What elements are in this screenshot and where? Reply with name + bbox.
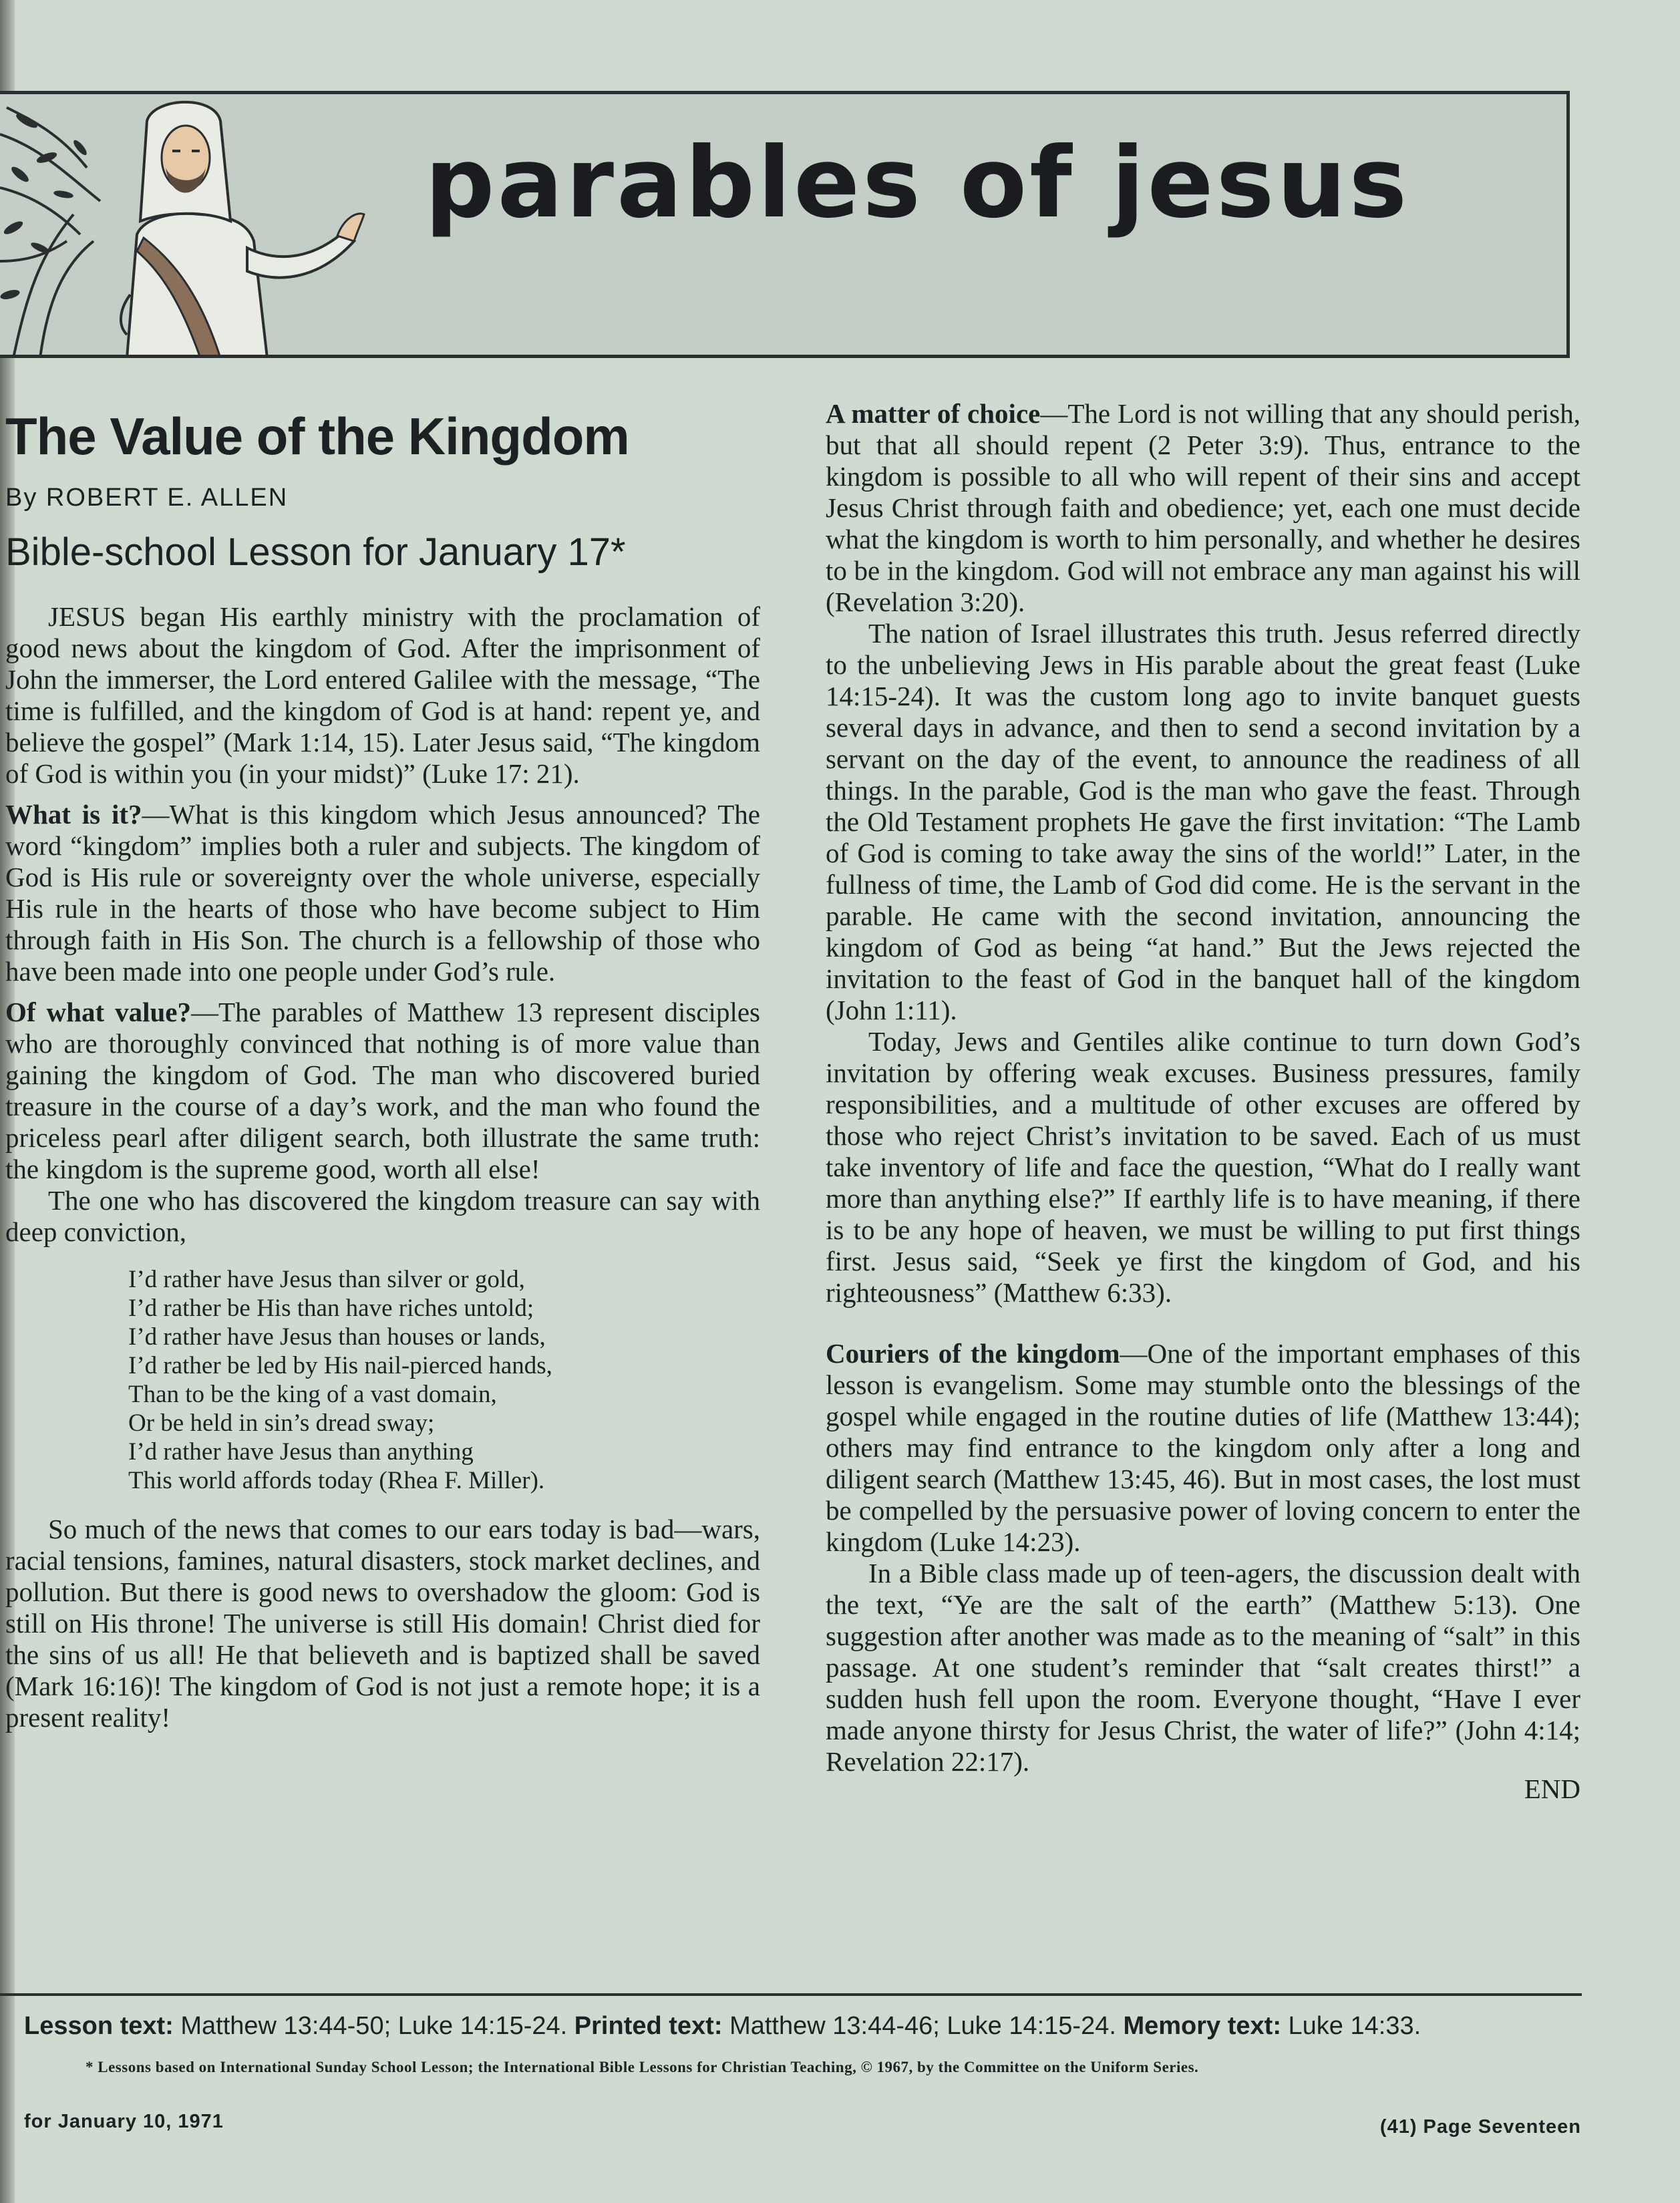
header-banner [0, 91, 1570, 358]
printed-text-label: Printed text: [574, 2012, 723, 2040]
section-heading: What is it? [5, 799, 142, 830]
lesson-date-heading: Bible-school Lesson for January 17* [5, 530, 626, 574]
poem-quote [128, 1265, 760, 1495]
page-number: (41) Page Seventeen [1379, 2116, 1581, 2138]
issue-date: for January 10, 1971 [24, 2111, 224, 2132]
paragraph: In a Bible class made up of teen-agers, the discussion dealt with the text, “Ye are the salt of the earth” (Matthew 5:13). One suggestion after another was made as to the meaning of “salt” in this passage. At one student’s reminder that “salt creates thirst!” a sudden hush fell upon the room. Everyone thought, “Have I ever made anyone thirsty for Jesus Christ, the water of life?” (John 4:14; Revelation 22:17). [826, 1558, 1580, 1777]
poem-line: Or be held in sin’s dread sway; [128, 1409, 435, 1437]
paragraph: So much of the news that comes to our ears today is bad—wars, racial tensions, famines, natural disasters, stock market declines, and pollution. But there is good news to overshadow the gloom: God is still on His throne! The universe is still His domain! Christ died for the sins of us all! He that believeth and is baptized shall be saved (Mark 16:16)! The kingdom of God is not just a remote hope; it is a present reality! [5, 1514, 760, 1733]
section-of-what-value [5, 997, 760, 1185]
left-column [5, 394, 760, 1733]
intro-paragraph: JESUS began His earthly ministry with the proclamation of good news about the kingdom of God. After the imprisonment of John the immerser, the Lord entered Galilee with the message, “The time is fulfilled, and the kingdom of God is at hand: repent ye, and believe the gospel” (Mark 1:14, 15). Later Jesus said, “The kingdom of God is within you (in your midst)” (Luke 17: 21). [5, 601, 760, 789]
section-body: —What is this kingdom which Jesus announced? The word “kingdom” implies both a ruler and subjects. The kingdom of God is His rule or sovereignty over the whole universe, especially His rule in the hearts of those who have become subject to Him through faith in His Son. The church is a fellowship of those who have been made into one people under God’s rule. [5, 799, 760, 987]
section-heading: Of what value? [5, 997, 192, 1027]
right-column [826, 398, 1580, 1805]
section-body: —The parables of Matthew 13 represent disciples who are thoroughly convinced that nothing is of more value than gaining the kingdom of God. The man who discovered buried treasure in the course of a day’s work, and the man who found the priceless pearl after diligent search, both illustrate the same truth: the kingdom is the supreme good, worth all else! [5, 997, 760, 1184]
poem-line: Than to be the king of a vast domain, [128, 1381, 497, 1408]
article-title: The Value of the Kingdom [5, 407, 629, 466]
poem-line: I’d rather have Jesus than silver or gold, [128, 1266, 525, 1293]
memory-text-label: Memory text: [1123, 2012, 1281, 2040]
poem-line: I’d rather have Jesus than anything [128, 1438, 474, 1466]
section-couriers-of-the-kingdom [826, 1338, 1580, 1558]
poem-line: I’d rather be led by His nail-pierced hands, [128, 1352, 552, 1379]
section-what-is-it [5, 799, 760, 987]
section-heading: A matter of choice [826, 398, 1041, 429]
footer-divider [0, 1993, 1582, 1996]
end-mark: END [1524, 1773, 1580, 1804]
paragraph: Today, Jews and Gentiles alike continue to turn down God’s invitation by offering weak excuses. Business pressures, family responsibilities, and a multitude of other excuses are offered by those who reject Christ’s invitation to be saved. Each of us must take inventory of life and face the question, “What do I really want more than anything else?” If earthly life is to have meaning, if there is to be any hope of heaven, we must be willing to put first things first. Jesus said, “Seek ye first the kingdom of God, and his righteousness” (Matthew 6:33). [826, 1026, 1580, 1308]
poem-line: This world affords today (Rhea F. Miller). [128, 1467, 545, 1494]
lesson-references [24, 2012, 1587, 2041]
spacer [826, 1309, 1580, 1338]
section-heading: Couriers of the kingdom [826, 1338, 1120, 1369]
paragraph: The nation of Israel illustrates this truth. Jesus referred directly to the unbelieving Jews in His parable about the great feast (Luke 14:15-24). It was the custom long ago to invite banquet guests several days in advance, and then to send a second invitation by a servant on the day of the event, to announce the readiness of all things. In the parable, God is the man who gave the feast. Through the Old Testament prophets He gave the first invitation: “The Lamb of God is coming to take away the sins of the world!” Later, in the fullness of time, the Lamb of God did come. He is the servant in the parable. He came with the second invitation, announcing the kingdom of God as being “at hand.” But the Jews rejected the invitation to the feast of God in the banquet hall of the kingdom (John 1:11). [826, 618, 1580, 1025]
section-body: —One of the important emphases of this lesson is evangelism. Some may stumble onto the blessings of the gospel while engaged in the routine duties of life (Matthew 13:44); others may find entrance to the kingdom only after a long and diligent search (Matthew 13:45, 46). But in most cases, the lost must be compelled by the persuasive power of loving concern to enter the kingdom (Luke 14:23). [826, 1338, 1580, 1557]
section-a-matter-of-choice [826, 398, 1580, 618]
poem-line: I’d rather have Jesus than houses or lands, [128, 1323, 546, 1351]
lesson-text-value: Matthew 13:44-50; Luke 14:15-24. [180, 2012, 568, 2040]
lesson-text-label: Lesson text: [24, 2012, 174, 2040]
footnote: * Lessons based on International Sunday School Lesson; the International Bible Lessons for Christian Teaching, © 1967, by the Committee on the Uniform Series. [86, 2059, 1199, 2075]
section-body: —The Lord is not willing that any should perish, but that all should repent (2 Peter 3:9). Thus, entrance to the kingdom is possible to all who will repent of their sins and accept Jesus Christ through faith and obedience; yet, each one must decide what the kingdom is worth to him personally, and whether he desires to be in the kingdom. God will not embrace any man against his will (Revelation 3:20). [826, 398, 1580, 617]
printed-text-value: Matthew 13:44-46; Luke 14:15-24. [729, 2012, 1116, 2040]
jesus-illustration [0, 94, 414, 358]
banner-title: parables of jesus [425, 126, 1410, 240]
byline: By ROBERT E. ALLEN [5, 484, 289, 512]
paragraph: The one who has discovered the kingdom treasure can say with deep conviction, [5, 1185, 760, 1247]
poem-line: I’d rather be His than have riches untold; [128, 1295, 534, 1322]
memory-text-value: Luke 14:33. [1288, 2012, 1421, 2040]
